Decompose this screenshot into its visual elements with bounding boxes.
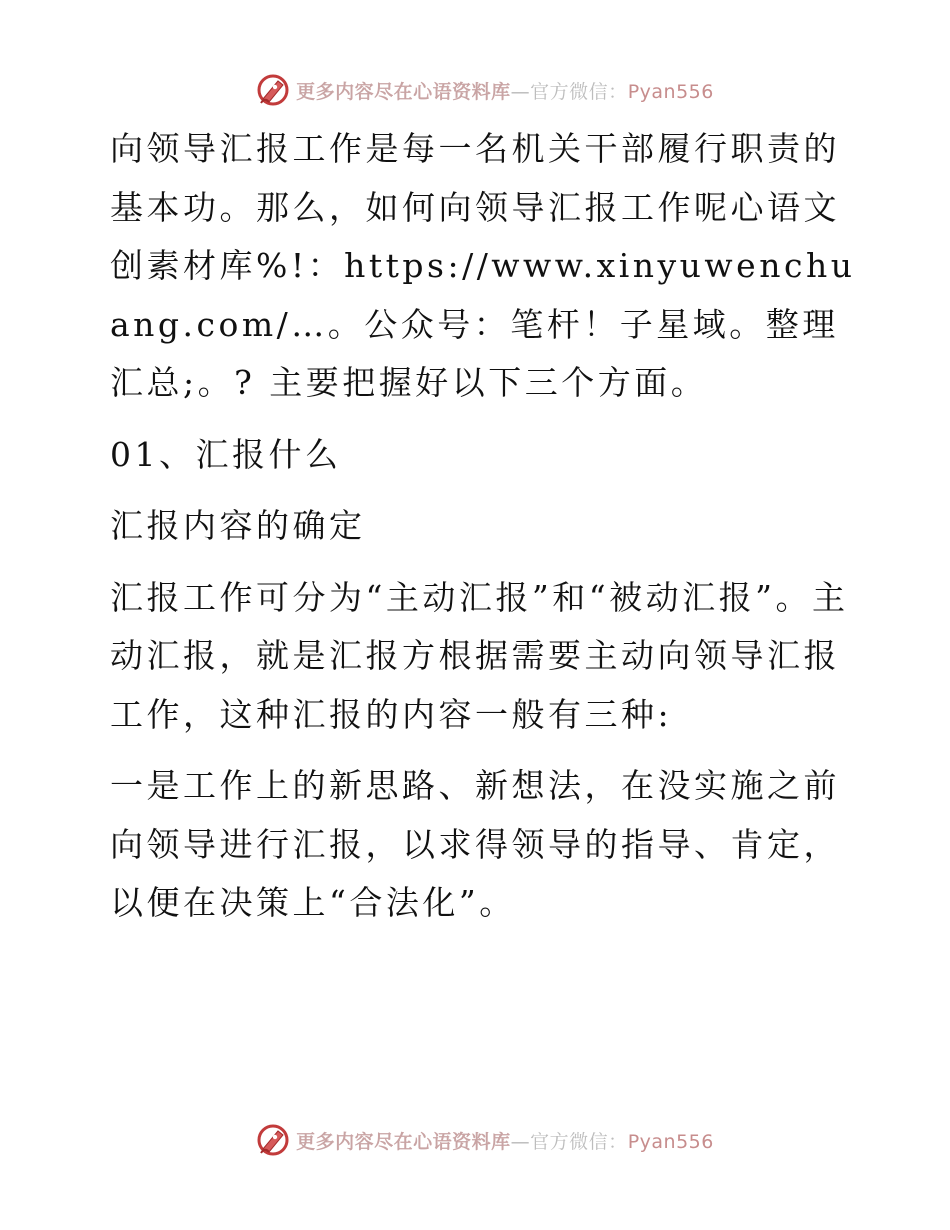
intro-paragraph: 向领导汇报工作是每一名机关干部履行职责的基本功。那么，如何向领导汇报工作呢心语文创素材库%!：https://www.xinyuwenchuang.com/…。公众号：笔杆！子星域。整理汇总;。? 主要把握好以下三个方面。 <box>110 129 856 402</box>
report-types-paragraph: 汇报工作可分为“主动汇报”和“被动汇报”。主动汇报，就是汇报方根据需要主动向领导汇报工作，这种汇报的内容一般有三种: <box>110 577 849 734</box>
header-banner <box>0 70 950 110</box>
footer-banner <box>0 1120 950 1160</box>
pen-nib-logo-icon <box>256 1123 290 1157</box>
pen-nib-logo-icon <box>256 73 290 107</box>
banner-wechat-id: Pyan556 <box>627 80 714 103</box>
sub-heading: 汇报内容的确定 <box>110 506 366 545</box>
section-heading: 01、汇报什么 <box>110 434 342 474</box>
banner-text <box>296 77 714 104</box>
banner-wechat-id: Pyan556 <box>627 1130 714 1153</box>
banner-brand: 更多内容尽在心语资料库 <box>296 80 511 103</box>
document-body <box>98 120 858 933</box>
first-content-paragraph: 一是工作上的新思路、新想法，在没实施之前向领导进行汇报，以求得领导的指导、肯定，以便在决策上“合法化”。 <box>110 766 840 922</box>
banner-dash: — <box>510 1130 531 1153</box>
banner-dash: — <box>510 80 531 103</box>
banner-text <box>296 1127 714 1154</box>
banner-brand: 更多内容尽在心语资料库 <box>296 1130 511 1153</box>
banner-wechat-label: 官方微信： <box>530 1130 628 1153</box>
banner-wechat-label: 官方微信： <box>530 80 628 103</box>
